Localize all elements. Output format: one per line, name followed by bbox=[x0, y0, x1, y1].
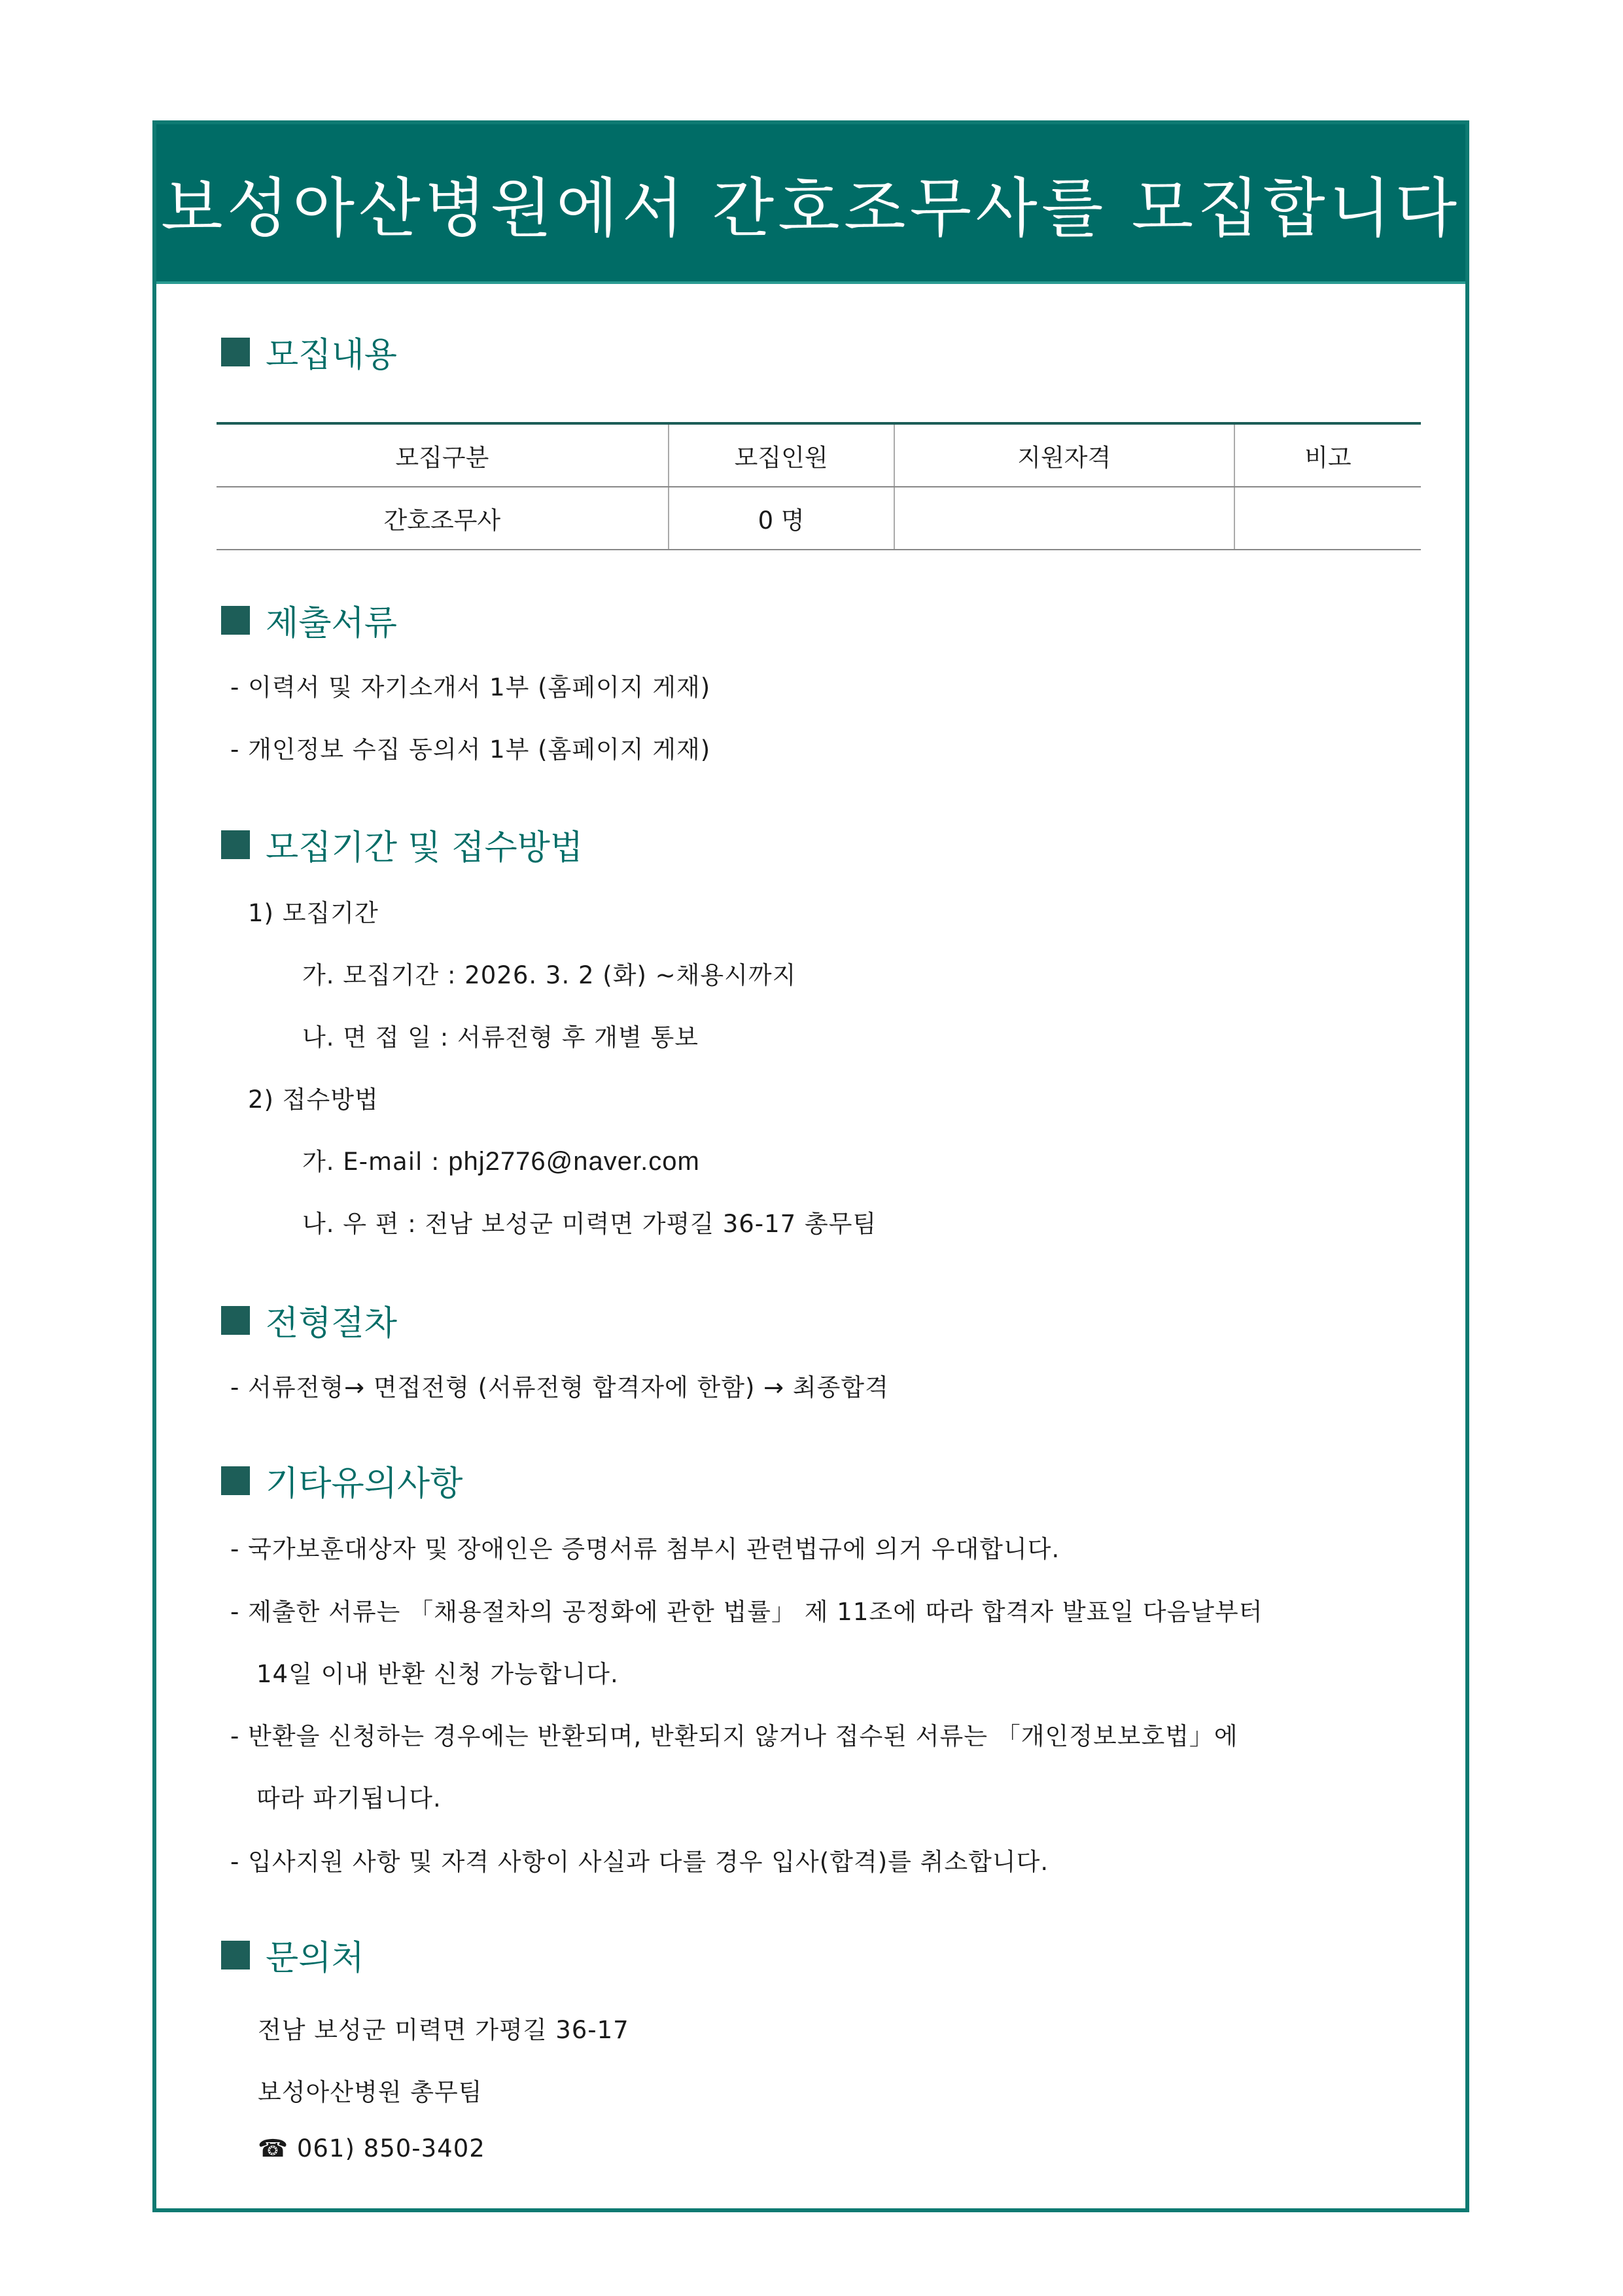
cell-note bbox=[1234, 487, 1421, 550]
period-sub2: 2) 접수방법 bbox=[248, 1086, 379, 1114]
document-frame bbox=[152, 120, 1469, 2212]
header-qualification: 지원자격 bbox=[894, 423, 1234, 487]
period-sub2-b: 나. 우 편 : 전남 보성군 미력면 가평길 36-17 총무팀 bbox=[302, 1210, 877, 1238]
note-line-2: - 제출한 서류는 「채용절차의 공정화에 관한 법률」 제 11조에 따라 합격자 발표일 다음날부터 bbox=[230, 1598, 1263, 1626]
note-line-1: - 국가보훈대상자 및 장애인은 증명서류 첨부시 관련법규에 의거 우대합니다. bbox=[230, 1535, 1060, 1563]
section-period-title: 모집기간 및 접수방법 bbox=[266, 828, 584, 868]
period-sub1-b: 나. 면 접 일 : 서류전형 후 개별 통보 bbox=[302, 1023, 699, 1051]
note-line-4: - 반환을 신청하는 경우에는 반환되며, 반환되지 않거나 접수된 서류는 「개인정보보호법」에 bbox=[230, 1722, 1238, 1750]
note-line-6: - 입사지원 사항 및 자격 사항이 사실과 다를 경우 입사(합격)를 취소합니다. bbox=[230, 1848, 1049, 1876]
header-note: 비고 bbox=[1234, 423, 1421, 487]
contact-phone: ☎ 061) 850-3402 bbox=[258, 2134, 485, 2163]
section-contact-heading bbox=[221, 1930, 364, 1979]
process-text: - 서류전형→ 면접전형 (서류전형 합격자에 한함) → 최종합격 bbox=[230, 1373, 889, 1402]
document-item-2: - 개인정보 수집 동의서 1부 (홈페이지 게재) bbox=[230, 735, 711, 764]
square-bullet-icon bbox=[221, 830, 250, 859]
square-bullet-icon bbox=[221, 606, 250, 635]
page-title: 보성아산병원에서 간호조무사를 모집합니다 bbox=[161, 171, 1461, 246]
header-count: 모집인원 bbox=[669, 423, 894, 487]
section-documents-title: 제출서류 bbox=[266, 604, 397, 643]
section-process-heading bbox=[221, 1296, 397, 1345]
recruit-table bbox=[217, 422, 1421, 550]
period-sub1-a: 가. 모집기간 : 2026. 3. 2 (화) ~채용시까지 bbox=[302, 961, 797, 989]
note-line-5: 따라 파기됩니다. bbox=[256, 1784, 442, 1812]
note-line-3: 14일 이내 반환 신청 가능합니다. bbox=[256, 1660, 619, 1688]
email-address[interactable]: phj2776@naver.com bbox=[448, 1147, 700, 1176]
email-label: 가. E-mail : bbox=[302, 1148, 449, 1176]
square-bullet-icon bbox=[221, 1466, 250, 1495]
square-bullet-icon bbox=[221, 338, 250, 366]
title-banner bbox=[156, 124, 1465, 284]
section-period-heading bbox=[221, 820, 583, 869]
square-bullet-icon bbox=[221, 1941, 250, 1969]
period-sub2-a bbox=[302, 1142, 700, 1177]
period-sub1: 1) 모집기간 bbox=[248, 899, 379, 927]
contact-address: 전남 보성군 미력면 가평길 36-17 bbox=[258, 2016, 629, 2044]
contact-department: 보성아산병원 총무팀 bbox=[258, 2078, 483, 2106]
section-recruit-title: 모집내용 bbox=[266, 336, 397, 375]
table-header-row bbox=[217, 423, 1421, 487]
section-documents-heading bbox=[221, 595, 397, 645]
square-bullet-icon bbox=[221, 1306, 250, 1335]
header-category: 모집구분 bbox=[217, 423, 669, 487]
section-notes-title: 기타유의사항 bbox=[266, 1464, 463, 1504]
section-contact-title: 문의처 bbox=[266, 1939, 364, 1978]
section-recruit-heading bbox=[221, 327, 397, 376]
section-process-title: 전형절차 bbox=[266, 1304, 397, 1343]
cell-count: 0 명 bbox=[669, 487, 894, 550]
table-row bbox=[217, 487, 1421, 550]
cell-category: 간호조무사 bbox=[217, 487, 669, 550]
document-item-1: - 이력서 및 자기소개서 1부 (홈페이지 게재) bbox=[230, 673, 711, 701]
cell-qualification bbox=[894, 487, 1234, 550]
section-notes-heading bbox=[221, 1456, 462, 1505]
